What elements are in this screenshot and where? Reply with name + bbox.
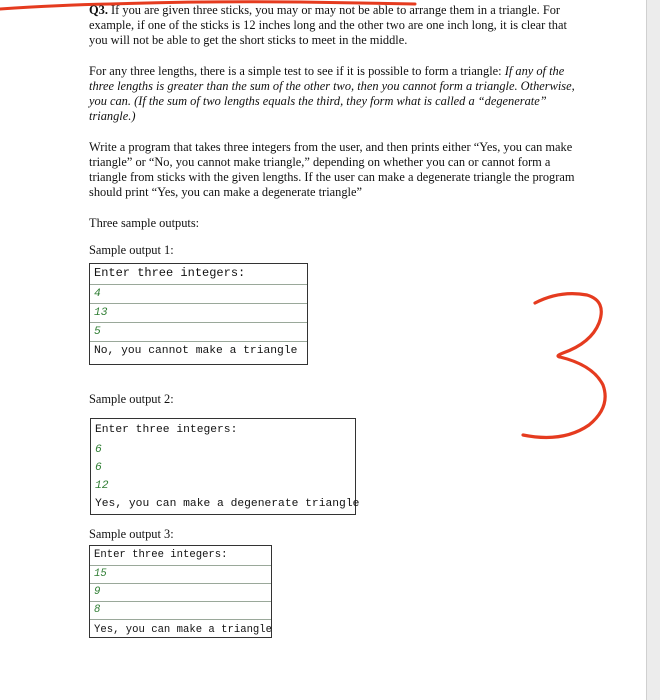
sample-3-box	[89, 545, 272, 638]
sample-2-input-1: 6	[95, 444, 102, 456]
sample-1-input-3: 5	[90, 322, 307, 341]
sample-2-box	[90, 418, 360, 515]
question-paragraph	[89, 3, 579, 48]
samples-heading: Three sample outputs:	[89, 216, 200, 230]
sample-1-label: Sample output 1:	[89, 243, 174, 257]
sample-2-input-3: 12	[95, 480, 109, 492]
rule-italic: If any of the three lengths is greater than the sum of the other two, then you cannot form a triangle. Otherwise, you can. (If the sum of two lengths equals the third, they form what is called a “degenerate” triangle.)	[89, 64, 575, 123]
sample-1-prompt: Enter three integers:	[94, 266, 246, 280]
sample-1-input-2: 13	[90, 303, 307, 322]
question-label: Q3.	[89, 3, 108, 17]
sample-3-prompt: Enter three integers:	[94, 549, 228, 561]
question-text: If you are given three sticks, you may or may not be able to arrange them in a triangle. For example, if one of the sticks is 12 inches long and the other two are one inch long, it is clear that you will not be able to get the short sticks to meet in the middle.	[89, 3, 567, 47]
question-content	[89, 3, 579, 231]
handwritten-annotation	[515, 285, 615, 445]
rule-intro: For any three lengths, there is a simple test to see if it is possible to form a triangle:	[89, 64, 502, 78]
sample-1-box	[89, 263, 308, 365]
sample-3-label: Sample output 3:	[89, 527, 174, 541]
sample-2-prompt: Enter three integers:	[95, 424, 238, 436]
sample-3-input-3: 8	[90, 601, 271, 619]
sample-3-result: Yes, you can make a triangle	[90, 619, 271, 640]
sample-2-label: Sample output 2:	[89, 392, 174, 406]
sample-2-result: Yes, you can make a degenerate triangle	[95, 498, 360, 510]
right-gutter	[646, 0, 660, 700]
sample-3-input-2: 9	[90, 583, 271, 601]
sample-1-input-1: 4	[90, 284, 307, 303]
sample-1-result: No, you cannot make a triangle	[90, 341, 307, 361]
sample-3-input-1: 15	[90, 565, 271, 583]
program-paragraph: Write a program that takes three integers from the user, and then prints either “Yes, you can make triangle” or “No, you cannot make triangle,” depending on whether you can or cannot form a triangle from sticks with the given lengths. If the user can make a degenerate triangle the program should print “Yes, you can make a degenerate triangle”	[89, 140, 575, 199]
rule-paragraph	[89, 64, 579, 124]
sample-2-input-2: 6	[95, 462, 102, 474]
